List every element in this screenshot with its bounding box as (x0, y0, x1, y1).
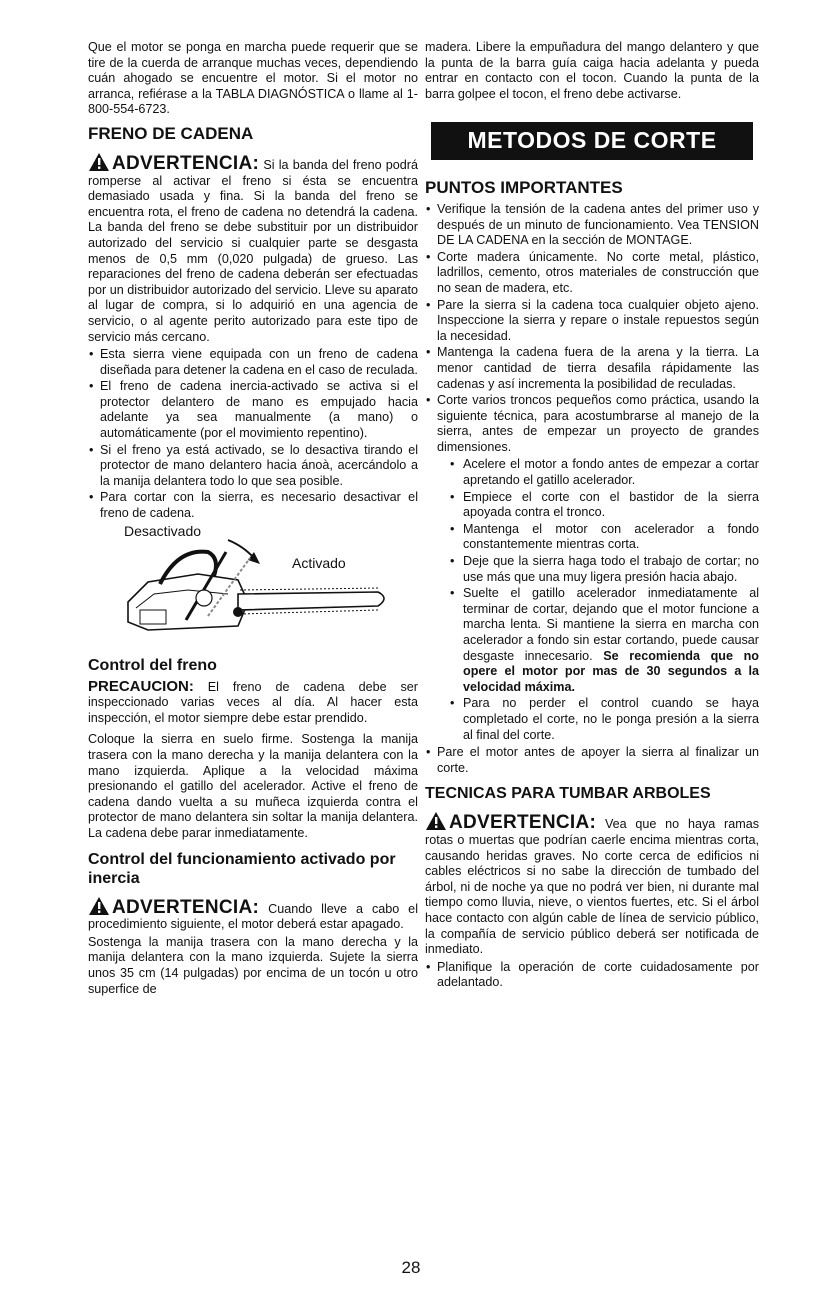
sub-bullet-list (449, 457, 759, 743)
list-item: • El freno de cadena inercia-activado se activa si el protector delantero de mano es empujado hacia adelante ya sea manualmente (a mano) o automáticamente (por el movimiento repentino). (88, 379, 418, 441)
inercia-paragraph: Sostenga la manija trasera con la mano derecha y la manija delantera con la mano izquierda. Sujete la sierra unos 35 cm (14 pulgadas) por encima de un tocón u otro superfice de (88, 934, 418, 996)
precaucion-paragraph (88, 679, 418, 727)
warning-paragraph-3 (425, 811, 759, 957)
figure-label-activado: Activado (292, 554, 346, 571)
list-item-text: Corte varios troncos pequeños como práctica, usando la siguiente técnica, para acostumbrarse al manejo de la sierra, antes de empezar un proyecto de grandes dimensiones. (437, 393, 759, 454)
right-column (425, 40, 759, 993)
list-item (425, 393, 759, 743)
warning-label: ADVERTENCIA: (449, 812, 597, 834)
tecnicas-heading: TECNICAS PARA TUMBAR ARBOLES (425, 785, 711, 803)
control-freno-heading: Control del freno (88, 656, 217, 674)
puntos-heading: PUNTOS IMPORTANTES (425, 177, 623, 197)
suelte-text: Suelte el gatillo acelerador inmediatamente al terminar de cortar, dejando que el motor funcione a marcha lenta. Si mantiene la sierra en marcha con acelerador a fondo sin estar cortando, puede causar desgaste innecesario. (463, 586, 759, 663)
continued-paragraph: madera. Libere la empuñadura del mango delantero y que la punta de la barra guía caiga hacia adelanta y pueda entrar en contacto con el tocon. Cuando la punta de la barra golpee el tocon, el freno debe activarse. (425, 40, 759, 101)
inercia-heading: Control del funcionamiento activado por inercia (88, 850, 396, 887)
freno-heading: FRENO DE CADENA (88, 123, 254, 143)
warning-triangle-icon (88, 896, 110, 916)
list-item: • Mantenga la cadena fuera de la arena y la tierra. La menor cantidad de tierra desafila rápidamente las cadenas y así incrementa la posibilidad de reculadas. (425, 345, 759, 392)
warning-text: Si la banda del freno podrá romperse al activar el freno si ésta se encuentra demasiado usada y fina. Si la banda del freno se encuentra rota, el freno de cadena no detendrá la cadena. La banda del freno se debe substituir por un distribuidor autorizado del servicio si cualquier parte se desgasta menos de 0,5 mm (0,020 pulgada) de grueso. Las reparaciones del freno de cadena deberán ser efectuadas por un distribuidor autorizado del servicio. Lleve su aparato al lugar de compra, si lo adquirió en una agencia de servicio, o al agente perito autorizado para este tipo de servicio más cercano. (88, 157, 418, 344)
figure-label-desactivado: Desactivado (124, 522, 202, 539)
tecnicas-bullet-list (425, 960, 759, 991)
warning-triangle-icon (425, 811, 447, 831)
list-item: • Si el freno ya está activado, se lo desactiva tirando el protector de mano delantero hacia ánoà, acercándolo a la manija delantera todo lo que sea posible. (88, 443, 418, 490)
chainsaw-illustration (88, 524, 418, 648)
warning-paragraph-1 (88, 152, 418, 345)
list-item: • Pare la sierra si la cadena toca cualquier objeto ajeno. Inspeccione la sierra y repare o instale repuestos según la necesidad. (425, 298, 759, 345)
list-item: • Pare el motor antes de apoyer la sierra al finalizar un corte. (425, 745, 759, 776)
list-item: • Esta sierra viene equipada con un freno de cadena diseñada para detener la cadena en el caso de reculada. (88, 347, 418, 378)
precaucion-text: El freno de cadena debe ser inspeccionado varias veces al día. Al hacer esta inspección, el motor siempre debe estar prendido. (88, 679, 419, 725)
puntos-bullet-list (425, 202, 759, 776)
suelte-bold-text: Se recomienda que no opere el motor por mas de 30 segundos a la velocidad máxima. (463, 648, 759, 694)
list-item: • Verifique la tensión de la cadena antes del primer uso y después de un minuto de funcionamiento. Vea TENSION DE LA CADENA en la sección de MONTAGE. (425, 202, 759, 249)
sub-list-item: • Empiece el corte con el bastidor de la sierra apoyada contra el tronco. (449, 490, 759, 521)
sub-list-item: • Acelere el motor a fondo antes de empezar a cortar apretando el gatillo acelerador. (449, 457, 759, 488)
sub-list-item: • Deje que la sierra haga todo el trabajo de cortar; no use más que una muy ligera presión hacia abajo. (449, 554, 759, 585)
warning-triangle-icon (88, 152, 110, 172)
warning-text: Cuando lleve a cabo el procedimiento siguiente, el motor deberá estar apagado. (88, 901, 418, 932)
page-number: 28 (401, 1258, 421, 1277)
sub-list-item: • Para no perder el control cuando se haya completado el corte, no le ponga presión a la sierra al final del corte. (449, 696, 759, 743)
intro-paragraph: Que el motor se ponga en marcha puede requerir que se tire de la cuerda de arranque muchas veces, dependiendo cuán ahogado se encuentre el motor. Si el motor no arranca, refiérase a la TABLA DIAGNÓSTICA o llame al 1-800-554-6723. (88, 40, 418, 117)
control-paragraph: Coloque la sierra en suelo firme. Sostenga la manija trasera con la mano derecha y la manija delantera con la mano izquierda. Aplique a la velocidad máxima presionando el gatillo del acelerador. Active el freno de cadena dando vuelta a su muñeca izquierda contra el protector de mano delantera sin soltar la manija delantera. La cadena debe parar inmediatamente. (88, 732, 418, 840)
list-item: • Planifique la operación de corte cuidadosamente por adelantado. (425, 960, 759, 991)
sub-list-item: • Mantenga el motor con acelerador a fondo constantemente mientras corta. (449, 522, 759, 553)
sub-list-item (449, 586, 759, 695)
left-column (88, 40, 418, 999)
list-item: • Para cortar con la sierra, es necesario desactivar el freno de cadena. (88, 490, 418, 521)
warning-text: Vea que no haya ramas rotas o muertas que podrían caerle encima mientras corta, causando heridas graves. No corte cerca de edificios ni cables eléctricos si no sabe la dirección de tumbado del árbol, ni de noche ya que no podrá ver bien, ni durante mal tiempo como lluvia, nieve, o vientos fuertes, etc. Si el árbol hace contacto con algún cable de línea de servicio público, la compañía de servicio público deberá ser notificada de inmediato. (425, 817, 760, 957)
warning-label: ADVERTENCIA: (112, 896, 260, 918)
precaucion-label: PRECAUCION: (88, 677, 194, 695)
warning-paragraph-2 (88, 896, 418, 933)
freno-bullet-list (88, 347, 418, 522)
chain-brake-figure (88, 524, 418, 648)
warning-label: ADVERTENCIA: (112, 152, 260, 174)
list-item: • Corte madera únicamente. No corte metal, plástico, ladrillos, cemento, otros materiales de construcción que no sean de madera, etc. (425, 250, 759, 297)
section-banner: METODOS DE CORTE (431, 122, 753, 160)
